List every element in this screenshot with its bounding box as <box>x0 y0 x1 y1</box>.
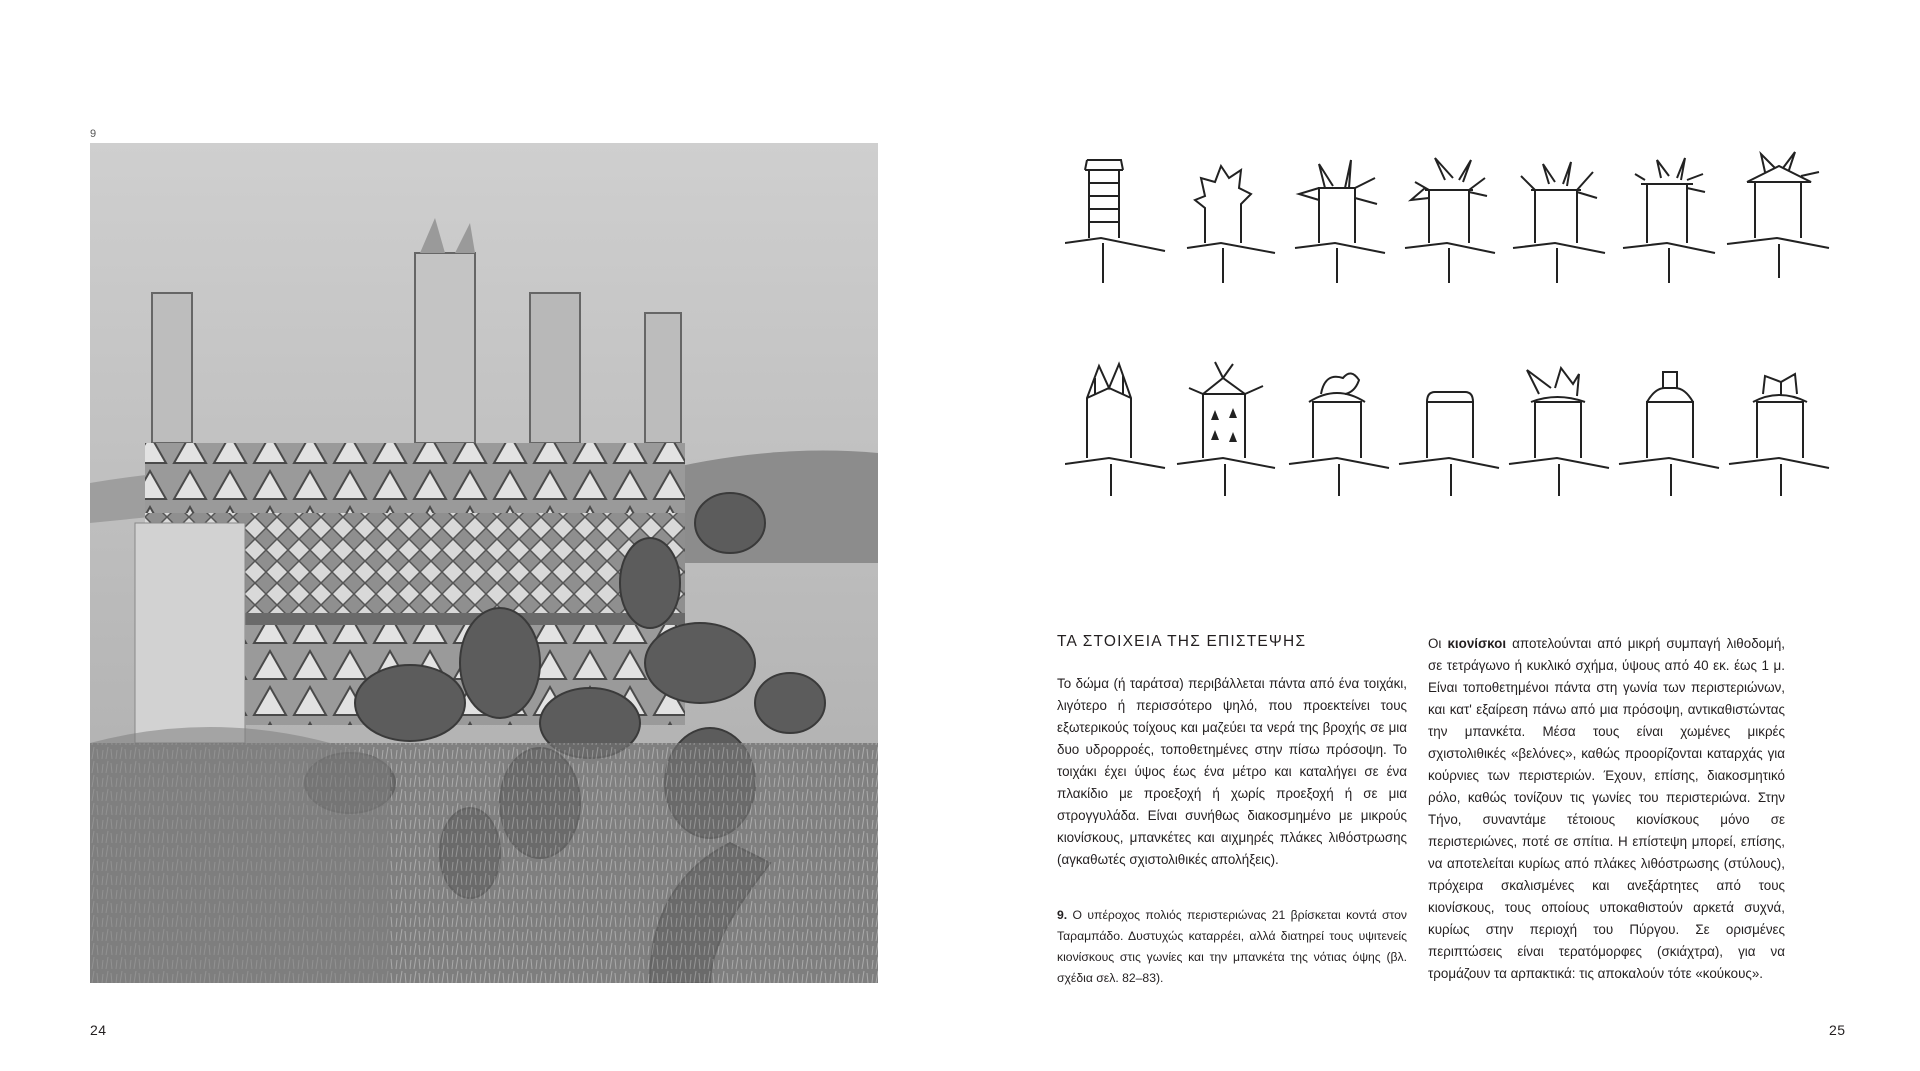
page-number-left: 24 <box>90 1022 107 1038</box>
text-column-right <box>1428 633 1785 985</box>
sketch-spiked-column <box>1285 148 1395 288</box>
sketch-spiked-blob <box>1175 148 1285 288</box>
sketch-horned-cap <box>1505 148 1615 288</box>
crown-sketches-row-2 <box>1065 358 1830 498</box>
sketch-winged-cap <box>1505 358 1615 498</box>
figure-caption <box>1057 905 1407 989</box>
term-kioniskoi: κιονίσκοι <box>1447 636 1507 651</box>
paragraph-kioniskoi <box>1428 633 1785 985</box>
sketch-bottle-cap <box>1615 358 1725 498</box>
pigeon-house-photo <box>90 143 878 983</box>
caption-text: Ο υπέροχος πολιός περιστεριώνας 21 βρίσκεται κοντά στον Ταραμπάδο. Δυστυχώς καταρρέει, αλλά διατηρεί τους υψιτενείς κιονίσκους στις γωνίες και την μπανκέτα της νότιας όψης (βλ. σχέδια σελ. 82–83). <box>1057 908 1408 985</box>
sketch-star-cap <box>1395 148 1505 288</box>
sketch-round-cap <box>1395 358 1505 498</box>
photo-illustration <box>90 143 878 983</box>
sketch-bird-cap <box>1285 358 1395 498</box>
sketch-split-pinnacle <box>1065 358 1175 498</box>
paragraph-parapet: Το δώμα (ή ταράτσα) περιβάλλεται πάντα από ένα τοιχάκι, λιγότερο ή περισσότερο ψηλό, που προεκτείνει τους εξωτερικούς τοίχους και μαζεύει τα νερά της βροχής σε μια δυο υδρορροές, τοποθετημένες στην πίσω πρόσοψη. Το τοιχάκι έχει ύψος έως ένα μέτρο και καταλήγει σε ένα πλακίδιο με προεξοχή ή χωρίς προεξοχή ή σε μια στρογγυλάδα. Είναι συνήθως διακοσμημένο με μικρούς κιονίσκους, μπανκέτες και αιχμηρές πλάκες λιθόστρωσης (αγκαθωτές σχιστολιθικές απολήξεις). <box>1057 676 1407 867</box>
crown-sketches-row-1 <box>1065 148 1830 288</box>
caption-number: 9. <box>1057 908 1068 922</box>
sketch-crowned-square <box>1725 148 1835 288</box>
figure-number: 9 <box>90 128 97 140</box>
paragraph-body: αποτελούνται από μικρή συμπαγή λιθοδομή, σε τετράγωνο ή κυκλικό σχήμα, ύψους από 40 εκ. έως 1 μ. Είναι τοποθετημένοι πάντα στη γωνία των περιστεριώνων, και κατ' εξαίρεση πάνω από μια πρόσοψη, αντικαθιστώντας την μπανκέτα. Μέσα τους είναι χωμένες μικρές σχιστολιθικές «βελόνες», καθώς προορίζονται καταρχάς για κούρνιες των περιστεριών. Έχουν, επίσης, διακοσμητικό ρόλο, καθώς τονίζουν τις γωνίες του περιστεριώνα. Στην Τήνο, συναντάμε τέτοιους κιονίσκους μόνο σε περιστεριώνες, ποτέ σε σπίτια. Η επίστεψη μπορεί, επίσης, να αποτελείται κυρίως από πλάκες λιθόστρωσης (στύλους), πρόχειρα σκαλισμένες και ανεξάρτητες από τους κιονίσκους, τους οποίους υποκαθιστούν αρκετά συχνά, κυρίως στην περιοχή του Πύργου. Σε ορισμένες περιπτώσεις είναι τερατόμορφες (σκιάχτρα), για να τρομάζουν τα αρπακτικά: τις αποκαλούν τότε «κούκους». <box>1428 636 1785 981</box>
sketch-book-cap <box>1725 358 1835 498</box>
page-number-right: 25 <box>1829 1022 1846 1038</box>
sketch-column-ringed <box>1065 148 1175 288</box>
paragraph-lead: Οι <box>1428 636 1448 651</box>
sketch-triangle-window-tower <box>1175 358 1285 498</box>
section-heading: ΤΑ ΣΤΟΙΧΕΙΑ ΤΗΣ ΕΠΙΣΤΕΨΗΣ <box>1057 633 1307 650</box>
text-column-left <box>1057 673 1407 871</box>
sketch-crown-cap <box>1615 148 1725 288</box>
